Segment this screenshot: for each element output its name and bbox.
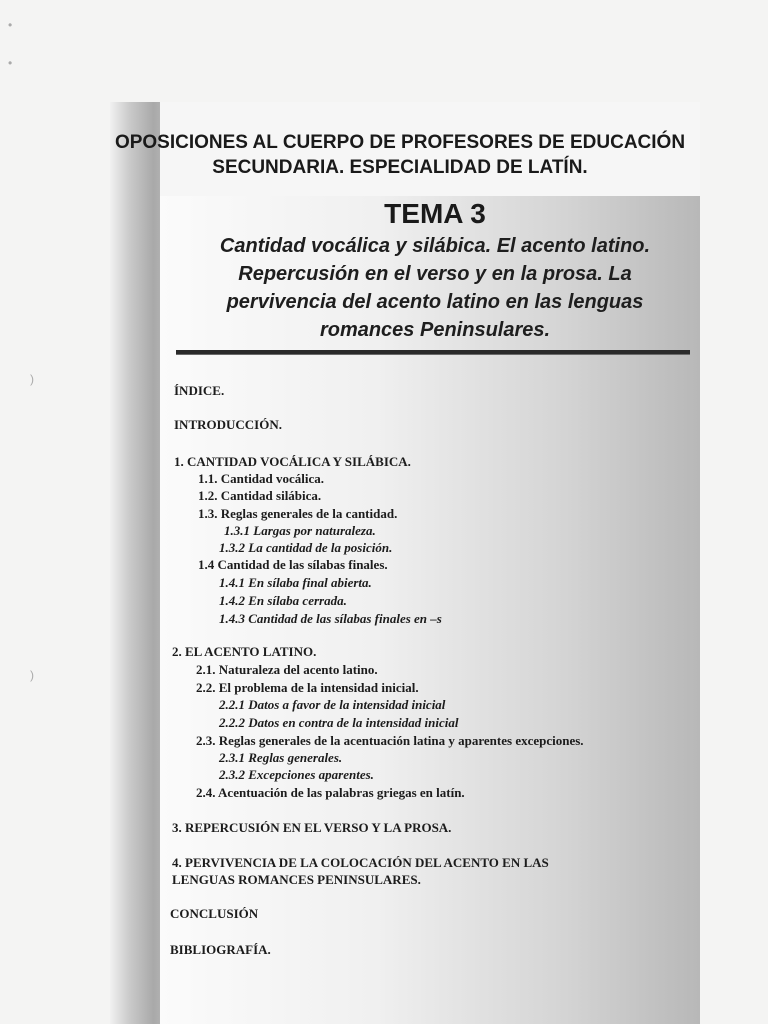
toc-introduccion: INTRODUCCIÓN.: [174, 417, 282, 432]
toc-item-1-4: 1.4 Cantidad de las sílabas finales.: [198, 557, 388, 572]
toc-item-2-4: 2.4. Acentuación de las palabras griegas en latín.: [196, 785, 465, 800]
toc-item-1-3-1: 1.3.1 Largas por naturaleza.: [224, 523, 376, 538]
toc-indice: ÍNDICE.: [174, 383, 225, 398]
toc-item-1-3: 1.3. Reglas generales de la cantidad.: [198, 506, 398, 521]
toc-item-1-4-2: 1.4.2 En sílaba cerrada.: [219, 593, 347, 608]
toc-item-2-2: 2.2. El problema de la intensidad inicial.: [196, 680, 419, 695]
scan-speck: •: [8, 18, 13, 32]
toc-item-2-1: 2.1. Naturaleza del acento latino.: [196, 662, 378, 677]
tema-title-line: Repercusión en el verso y en la prosa. La: [238, 263, 632, 285]
binder-hole-mark: ): [30, 668, 34, 682]
toc-item-1-4-3: 1.4.3 Cantidad de las sílabas finales en –s: [219, 611, 442, 626]
binder-hole-mark: ): [30, 372, 34, 386]
toc-item-2-3-2: 2.3.2 Excepciones aparentes.: [219, 767, 374, 782]
tema-title-line: pervivencia del acento latino en las lenguas: [226, 291, 644, 313]
toc-conclusion: CONCLUSIÓN: [170, 906, 259, 921]
toc-item-1-2: 1.2. Cantidad silábica.: [198, 488, 322, 503]
toc-item-2-3-1: 2.3.1 Reglas generales.: [219, 750, 343, 765]
toc-item-2-3: 2.3. Reglas generales de la acentuación latina y aparentes excepciones.: [196, 733, 584, 748]
heading-line-2: SECUNDARIA. ESPECIALIDAD DE LATÍN.: [212, 157, 588, 178]
toc-item-2-2-1: 2.2.1 Datos a favor de la intensidad inicial: [219, 697, 446, 712]
toc-item-2-2-2: 2.2.2 Datos en contra de la intensidad inicial: [219, 715, 459, 730]
toc-item-1-3-2: 1.3.2 La cantidad de la posición.: [219, 540, 393, 555]
scan-speck: •: [8, 56, 13, 70]
tema-title-line: romances Peninsulares.: [319, 319, 551, 341]
toc-section-2: 2. EL ACENTO LATINO.: [172, 644, 317, 659]
heading-line-1: OPOSICIONES AL CUERPO DE PROFESORES DE EDUCACIÓN: [114, 132, 686, 153]
toc-item-1-1: 1.1. Cantidad vocálica.: [198, 471, 325, 486]
tema-number: TEMA 3: [384, 198, 486, 229]
toc-item-1-4-1: 1.4.1 En sílaba final abierta.: [219, 575, 372, 590]
tema-title-line: Cantidad vocálica y silábica. El acento latino.: [219, 235, 651, 257]
toc-bibliografia: BIBLIOGRAFÍA.: [170, 942, 271, 957]
toc-section-4-line-1: 4. PERVIVENCIA DE LA COLOCACIÓN DEL ACENTO EN LAS: [172, 855, 549, 870]
toc-section-4-line-2: LENGUAS ROMANCES PENINSULARES.: [172, 872, 421, 887]
toc-section-3: 3. REPERCUSIÓN EN EL VERSO Y LA PROSA.: [172, 820, 452, 835]
toc-section-1: 1. CANTIDAD VOCÁLICA Y SILÁBICA.: [174, 454, 411, 469]
